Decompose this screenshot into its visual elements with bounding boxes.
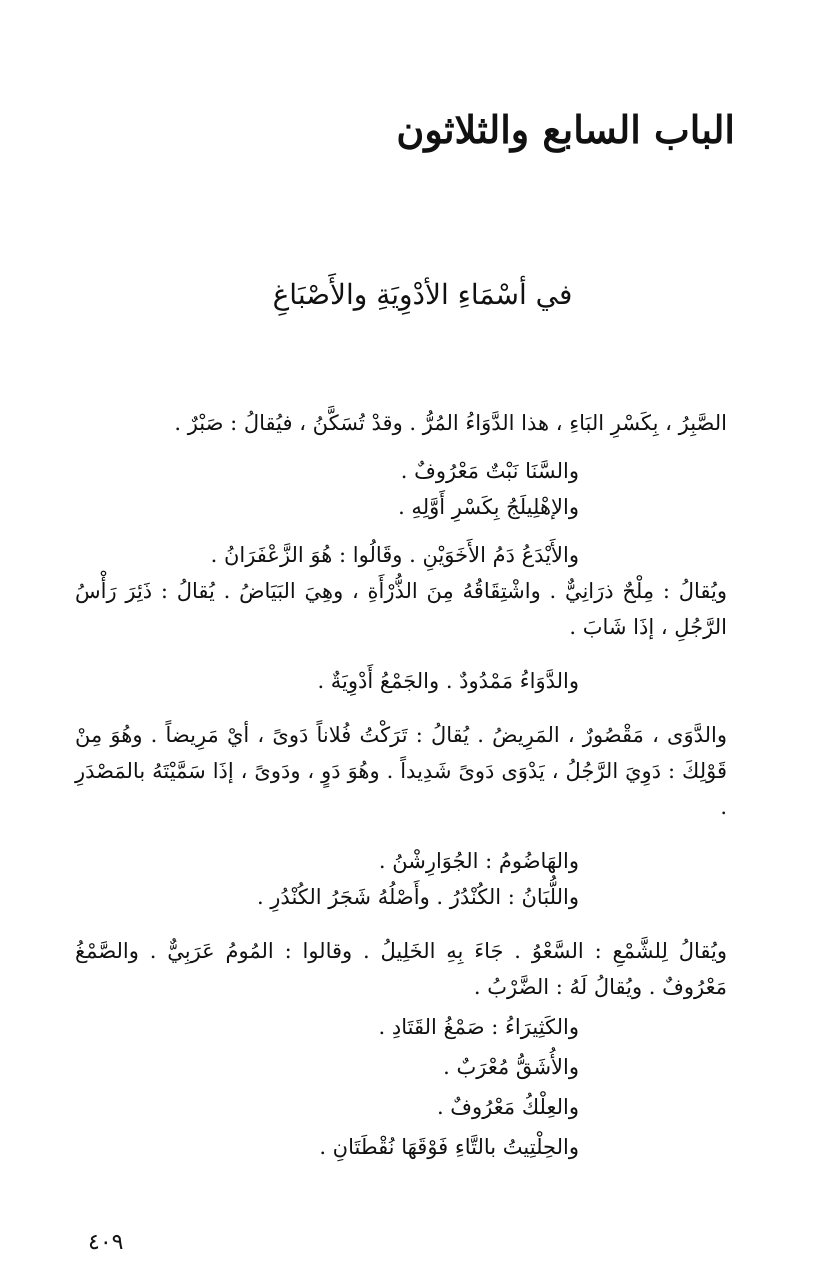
paragraph-dawa: والدَّوَى ، مَقْصُورٌ ، المَرِيضُ . يُقالُ : تَرَكْتُ فُلاناً دَوىً ، أيْ مَرِيضاً . وهُوَ مِنْ قَوْلِكَ : دَوِيَ الرَّجُلُ ، يَدْوَى دَوىً شَدِيداً . وهُوَ دَوٍ ، ودَوىً ، إذَا سَمَّيْتَهُ بالمَصْدَرِ . <box>75 723 727 819</box>
body-text <box>75 405 727 1165</box>
chapter-title: الباب السابع والثلاثون <box>396 107 735 152</box>
paragraph-milh: ويُقالُ : مِلْحٌ ذرَانِيٌّ . واشْتِقَاقُهُ مِنَ الذُّرْأَةِ ، وهِيَ البَيَاضُ . يُقالُ : ذَئِرَ رَأْسُ الرَّجُلِ ، إذَا شَابَ . <box>75 579 727 639</box>
paragraph-ilk: والعِلْكُ مَعْرُوفٌ . <box>436 1095 579 1119</box>
paragraph-shama: ويُقالُ لِلشَّمْعِ : السَّعْوُ . جَاءَ بِهِ الخَلِيلُ . وقالوا : المُومُ عَرَبِيٌّ . والصَّمْغُ مَعْرُوفٌ . ويُقالُ لَهُ : الضَّرْبُ . <box>75 939 727 999</box>
paragraph-kathira: والكَثِيرَاءُ : صَمْغُ القَتَادِ . <box>378 1015 579 1039</box>
paragraph-ihlilaj: والإهْلِيلَجُ بِكَسْرِ أَوَّلِهِ . <box>398 495 579 519</box>
paragraph-dawaa: والدَّوَاءُ مَمْدُودٌ . والجَمْعُ أَدْوِيَةٌ . <box>317 669 579 693</box>
paragraph-luban: واللُّبَانُ : الكُنْدُرُ . وأَصْلُهُ شَجَرُ الكُنْدُرِ . <box>256 885 579 909</box>
paragraph-sana: والسَّنَا نَبْتٌ مَعْرُوفٌ . <box>400 459 579 483</box>
paragraph-ushaq: والأُشَقُّ مُعْرَبٌ . <box>443 1055 579 1079</box>
paragraph-hiltit: والحِلْتِيتُ بالتَّاءِ فَوْقَهَا نُقْطَتَانِ . <box>319 1135 579 1159</box>
section-title: في أسْمَاءِ الأدْوِيَةِ والأَصْبَاغِ <box>272 278 573 311</box>
page-number: ٤٠٩ <box>88 1230 124 1255</box>
paragraph-sabir: الصَّبِرُ ، بِكَسْرِ البَاءِ ، هذا الدَّوَاءُ المُرُّ . وقدْ تُسَكَّنُ ، فيُقالُ : صَبْرٌ . <box>174 411 727 435</box>
paragraph-hadum: والهَاضُومُ : الجُوَارِشْنُ . <box>378 849 579 873</box>
paragraph-aydaa: والأَيْدَعُ دَمُ الأَخَوَيْنِ . وقَالُوا : هُوَ الزَّعْفَرَانُ . <box>210 543 579 567</box>
